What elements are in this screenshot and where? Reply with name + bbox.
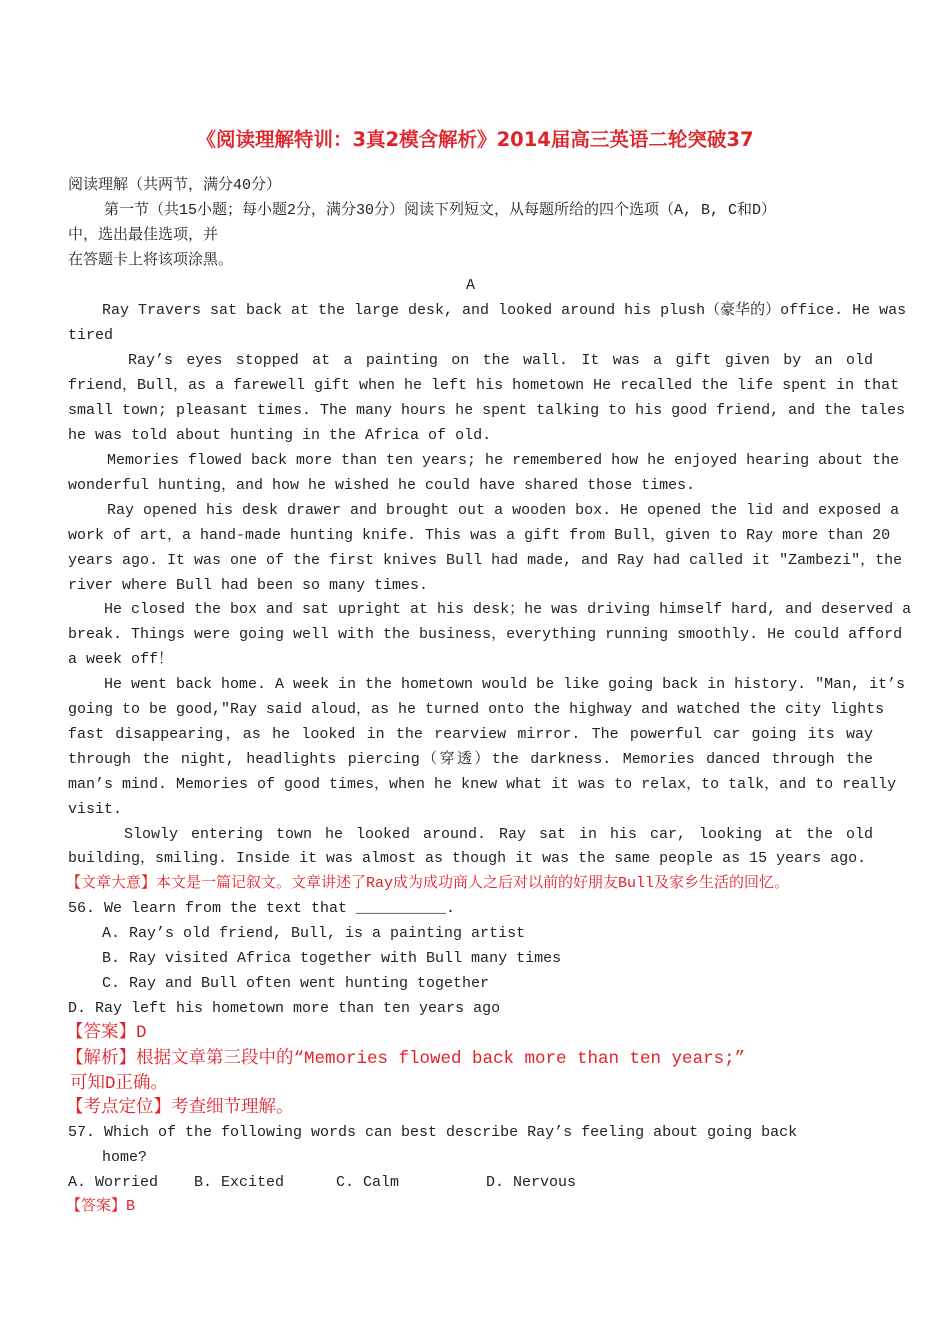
passage-line: building，smiling. Inside it was almost as though it was the same people as 15 years ago. <box>68 850 867 867</box>
q57-answer: 【答案】B <box>66 1198 136 1215</box>
instruction-line-3: 在答题卡上将该项涂黑。 <box>68 252 234 269</box>
passage-line: small town; pleasant times. The many hours he spent talking to his good friend, and the tales <box>68 402 906 419</box>
passage-line: years ago. It was one of the first knives Bull had made, and Ray had called it "Zambezi"，the <box>68 552 903 569</box>
q56-option-d: D. Ray left his hometown more than ten years ago <box>68 1000 501 1017</box>
passage-line: Ray Travers sat back at the large desk, and looked around his plush（豪华的）office. He was <box>102 302 907 319</box>
q56-answer: 【答案】D <box>66 1023 147 1043</box>
passage-label: A <box>465 277 475 294</box>
passage-line: fast disappearing，as he looked in the rearview mirror. The powerful car going its way <box>68 726 873 743</box>
passage-line: Memories flowed back more than ten years; he remembered how he enjoyed hearing about the <box>107 452 900 469</box>
passage-line: he was told about hunting in the Africa of old. <box>68 427 492 444</box>
q57-option-b: B. Excited <box>194 1174 285 1191</box>
section-header: 阅读理解（共两节，满分40分） <box>68 177 282 194</box>
passage-line: tired <box>68 327 114 344</box>
q57-option-c: C. Calm <box>336 1174 400 1191</box>
passage-line: wonderful hunting，and how he wished he could have shared those times. <box>68 477 696 494</box>
q57-stem: 57. Which of the following words can best describe Ray’s feeling about going back <box>68 1124 798 1141</box>
passage-line: a week off！ <box>68 651 174 668</box>
q57-option-a: A. Worried <box>68 1174 159 1191</box>
q56-option-c: C. Ray and Bull often went hunting together <box>102 975 490 992</box>
document-title: 《阅读理解特训：3真2模含解析》2014届高三英语二轮突破37 <box>196 128 754 151</box>
passage-line: Slowly entering town he looked around. Ray sat in his car, looking at the old <box>124 826 873 843</box>
q56-analysis: 【解析】根据文章第三段中的“Memories flowed back more than ten years;” <box>66 1049 746 1069</box>
summary: 【文章大意】本文是一篇记叙文。文章讲述了Ray成为成功商人之后对以前的好朋友Bull及家乡生活的回忆。 <box>66 875 790 892</box>
passage-line: Ray’s eyes stopped at a painting on the wall. It was a gift given by an old <box>128 352 873 369</box>
passage-line: visit. <box>68 801 123 818</box>
passage-line: break. Things were going well with the business，everything running smoothly. He could afford <box>68 626 903 643</box>
q56-stem: 56. We learn from the text that __________. <box>68 900 456 917</box>
q56-option-b: B. Ray visited Africa together with Bull many times <box>102 950 562 967</box>
q57-option-d: D. Nervous <box>486 1174 577 1191</box>
instruction-line-1: 第一节（共15小题；每小题2分，满分30分）阅读下列短文，从每题所给的四个选项（A, B, C和D） <box>104 202 777 219</box>
passage-line: man’s mind. Memories of good times，when he knew what it was to relax，to talk，and to really <box>68 776 897 793</box>
instruction-line-2: 中，选出最佳选项，并 <box>68 227 219 244</box>
passage-line: going to be good,"Ray said aloud，as he turned onto the highway and watched the city lights <box>68 701 885 718</box>
q57-stem-cont: home? <box>102 1149 148 1166</box>
passage-line: He went back home. A week in the hometown would be like going back in history. "Man, it’s <box>104 676 906 693</box>
q56-point: 【考点定位】考查细节理解。 <box>66 1098 294 1118</box>
q56-option-a: A. Ray’s old friend, Bull, is a painting artist <box>102 925 526 942</box>
q56-analysis-cont: 可知D正确。 <box>70 1074 169 1094</box>
passage-line: He closed the box and sat upright at his desk；he was driving himself hard, and deserved a <box>104 601 912 618</box>
passage-line: Ray opened his desk drawer and brought out a wooden box. He opened the lid and exposed a <box>107 502 900 519</box>
passage-line: river where Bull had been so many times. <box>68 577 429 594</box>
passage-line: friend，Bull，as a farewell gift when he left his hometown He recalled the life spent in that <box>68 377 900 394</box>
passage-line: work of art，a hand-made hunting knife. This was a gift from Bull，given to Ray more than 20 <box>68 527 891 544</box>
passage-line: through the night, headlights piercing（穿透）the darkness. Memories danced through the <box>68 751 873 768</box>
